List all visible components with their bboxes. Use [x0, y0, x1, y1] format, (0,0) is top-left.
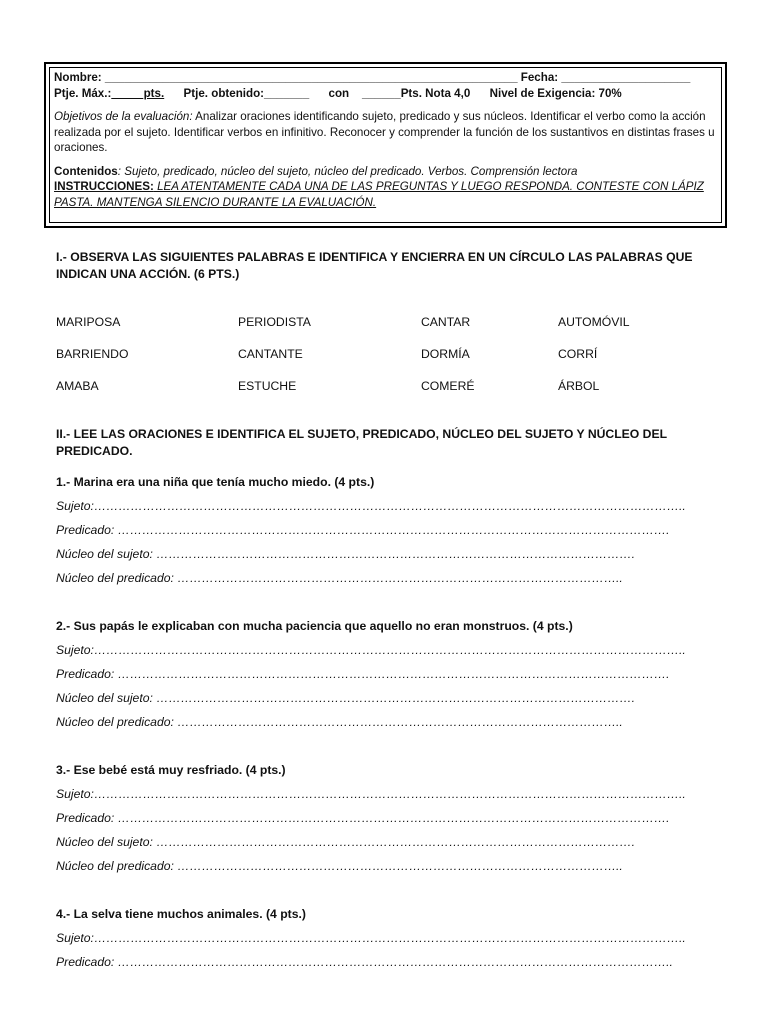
- answer-line-predicate-nucleus[interactable]: Núcleo del predicado: ………………………………………………………………………………………………..: [56, 715, 623, 729]
- objectives: [54, 109, 717, 156]
- answer-line-subject[interactable]: Sujeto:………………………………………………………………………………………………………………………………..: [56, 787, 686, 801]
- word-item[interactable]: DORMÍA: [421, 347, 470, 361]
- word-item[interactable]: CORRÍ: [558, 347, 598, 361]
- max-score-label: Ptje. Máx.:: [54, 86, 112, 100]
- answer-line-predicate[interactable]: Predicado: ……………………………………………………………………………………………………………………….: [56, 811, 670, 825]
- answer-line-predicate[interactable]: Predicado: ……………………………………………………………………………………………………………………….: [56, 667, 670, 681]
- answer-line-subject[interactable]: Sujeto:………………………………………………………………………………………………………………………………..: [56, 931, 686, 945]
- section1-title: I.- OBSERVA LAS SIGUIENTES PALABRAS E IDENTIFICA Y ENCIERRA EN UN CÍRCULO LAS PALABRAS QUE INDICAN UNA ACCIÓN. (6 PTS.): [56, 250, 693, 281]
- answer-line-subject-nucleus[interactable]: Núcleo del sujeto: ……………………………………………………………………………………………………….: [56, 547, 635, 561]
- answer-line-predicate-nucleus[interactable]: Núcleo del predicado: ………………………………………………………………………………………………..: [56, 571, 623, 585]
- demand-level: Nivel de Exigencia: 70%: [489, 86, 622, 100]
- max-score-field: _____pts.: [111, 86, 165, 100]
- objectives-label: Objetivos de la evaluación:: [54, 110, 193, 123]
- question-4: 4.- La selva tiene muchos animales. (4 pts.): [56, 907, 306, 921]
- answer-line-subject-nucleus[interactable]: Núcleo del sujeto: ……………………………………………………………………………………………………….: [56, 835, 635, 849]
- contents: [54, 164, 717, 180]
- word-item[interactable]: PERIODISTA: [238, 315, 311, 329]
- word-item[interactable]: CANTAR: [421, 315, 471, 329]
- instructions: [54, 179, 717, 210]
- word-item[interactable]: AUTOMÓVIL: [558, 315, 630, 329]
- question-1: 1.- Marina era una niña que tenía mucho miedo. (4 pts.): [56, 475, 375, 489]
- answer-line-subject[interactable]: Sujeto:………………………………………………………………………………………………………………………………..: [56, 499, 686, 513]
- word-item[interactable]: AMABA: [56, 379, 99, 393]
- word-item[interactable]: BARRIENDO: [56, 347, 129, 361]
- answer-line-subject[interactable]: Sujeto:………………………………………………………………………………………………………………………………..: [56, 643, 686, 657]
- header-box: [49, 67, 722, 223]
- question-2: 2.- Sus papás le explicaban con mucha paciencia que aquello no eran monstruos. (4 pts.): [56, 619, 573, 633]
- con-label: con: [328, 86, 350, 100]
- objectives-text: Analizar oraciones identificando sujeto, predicado y sus núcleos. Identificar el verbo como la acción realizada por el sujeto. Identificar verbos en infinitivo. Reconocer y comprender la función de los sustantivos en distintas frases u oraciones.: [54, 110, 715, 154]
- word-item[interactable]: MARIPOSA: [56, 315, 121, 329]
- obtained-score: Ptje. obtenido:_______: [183, 86, 310, 100]
- instructions-label: INSTRUCCIONES:: [54, 180, 154, 193]
- answer-line-predicate[interactable]: Predicado: ………………………………………………………………………………………………………………………..: [56, 955, 673, 969]
- word-item[interactable]: ESTUCHE: [238, 379, 297, 393]
- word-item[interactable]: ÁRBOL: [558, 379, 600, 393]
- answer-line-predicate-nucleus[interactable]: Núcleo del predicado: ………………………………………………………………………………………………..: [56, 859, 623, 873]
- instructions-text: LEA ATENTAMENTE CADA UNA DE LAS PREGUNTAS Y LUEGO RESPONDA. CONTESTE CON LÁPIZ PASTA. MANTENGA SILENCIO DURANTE LA EVALUACIÓN.: [54, 180, 704, 209]
- grade-pts: ______Pts. Nota 4,0: [362, 86, 471, 100]
- section2-title: II.- LEE LAS ORACIONES E IDENTIFICA EL SUJETO, PREDICADO, NÚCLEO DEL SUJETO Y NÚCLEO DEL PREDICADO.: [56, 427, 667, 458]
- contents-label: Contenidos: [54, 164, 118, 178]
- answer-line-subject-nucleus[interactable]: Núcleo del sujeto: ……………………………………………………………………………………………………….: [56, 691, 635, 705]
- score-line: [54, 86, 717, 102]
- name-date-line: Nombre: ________________________________________________________________ Fecha: ____________________: [54, 71, 691, 84]
- word-item[interactable]: COMERÉ: [421, 379, 475, 393]
- word-item[interactable]: CANTANTE: [238, 347, 303, 361]
- answer-line-predicate[interactable]: Predicado: ……………………………………………………………………………………………………………………….: [56, 523, 670, 537]
- contents-text: : Sujeto, predicado, núcleo del sujeto, núcleo del predicado. Verbos. Comprensión lectora: [117, 164, 578, 178]
- question-3: 3.- Ese bebé está muy resfriado. (4 pts.): [56, 763, 286, 777]
